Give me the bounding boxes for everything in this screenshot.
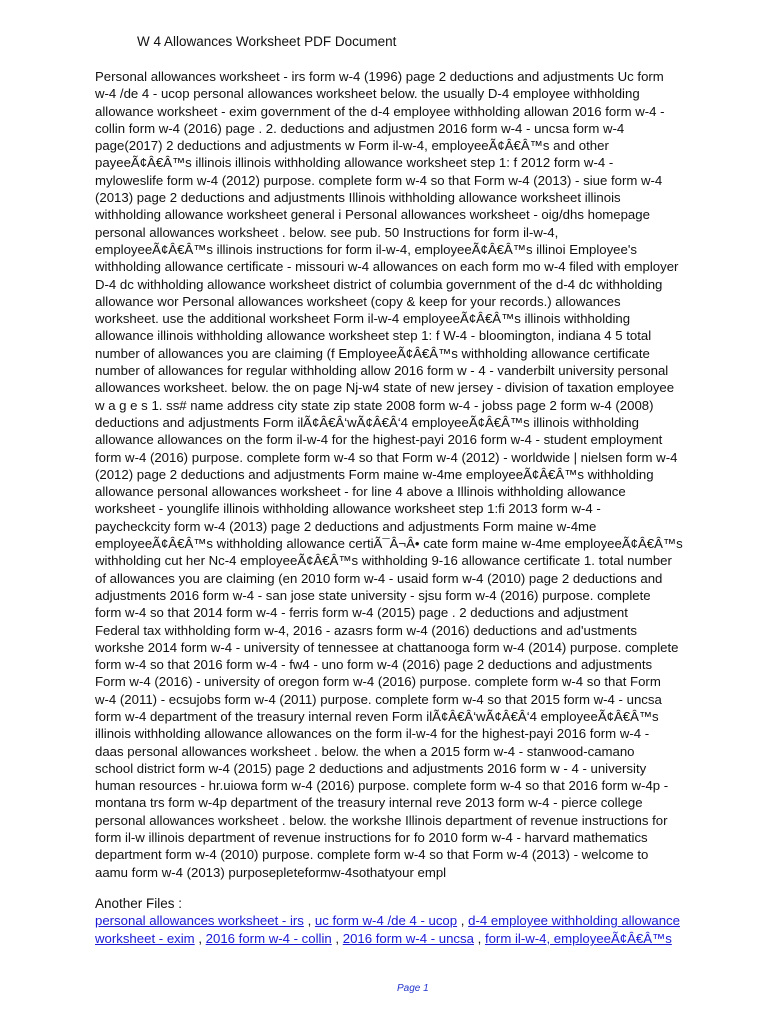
related-link[interactable]: d-4 employee withholding allowance	[468, 913, 680, 928]
body-line: aamu form w-4 (2013) purposepleteformw-4sothatyour empl	[95, 864, 447, 880]
body-line: allowance personal allowances worksheet - for line 4 above a Illinois withholding allowance	[95, 484, 626, 500]
body-line: personal allowances worksheet . below. see pub. 50 Instructions for form il-w-4,	[95, 224, 559, 240]
body-line: form w-4 department of the treasury internal reven Form ilÃ¢Â€Â‘wÃ¢Â€Â‘4 employeeÃ¢Â€Â™s	[95, 708, 659, 724]
body-line: myloweslife form w-4 (2012) purpose. complete form w-4 so that Form w-4 (2013) - siue form w-4	[95, 172, 663, 188]
body-line: form il-w illinois department of revenue instructions for fo 2010 form w-4 - harvard mathematics	[95, 830, 648, 846]
body-line: Federal tax withholding form w-4, 2016 - azasrs form w-4 (2016) deductions and ad'ustments	[95, 622, 638, 638]
body-line: form w-4 so that 2014 form w-4 - ferris form w-4 (2015) page . 2 deductions and adjustment	[95, 605, 628, 621]
body-line: number of allowances for regular withholding allow 2016 form w - 4 - vanderbilt university personal	[95, 363, 669, 379]
another-files-label: Another Files :	[95, 896, 183, 911]
body-line: form w-4 so that 2016 form w-4 - fw4 - uno form w-4 (2016) page 2 deductions and adjustments	[95, 657, 653, 673]
related-link[interactable]: 2016 form w-4 - uncsa	[342, 931, 474, 946]
body-line: worksheet. use the additional worksheet Form il-w-4 employeeÃ¢Â€Â™s illinois withholding	[95, 311, 631, 327]
body-line: employeeÃ¢Â€Â™s illinois instructions for form il-w-4, employeeÃ¢Â€Â™s illinoi Employee's	[95, 241, 637, 257]
body-line: of allowances you are claiming (en 2010 form w-4 - usaid form w-4 (2010) page 2 deductions and	[95, 570, 663, 586]
document-body	[95, 68, 727, 881]
body-line: collin form w-4 (2016) page . 2. deductions and adjustmen 2016 form w-4 - uncsa form w-4	[95, 120, 625, 136]
body-line: Form w-4 (2016) - university of oregon form w-4 (2016) purpose. complete form w-4 so that Form	[95, 674, 661, 690]
body-line: allowance allowances on the form il-w-4 for the highest-payi 2016 form w-4 - student employment	[95, 432, 663, 448]
body-line: personal allowances worksheet . below. the workshe Illinois department of revenue instructions for	[95, 812, 668, 828]
body-line: withholding allowance worksheet general i Personal allowances worksheet - oig/dhs homepage	[95, 207, 650, 223]
related-link[interactable]: worksheet - exim	[95, 931, 195, 946]
body-line: withholding allowance certificate - missouri w-4 allowances on each form mo w-4 filed with employer	[95, 259, 679, 275]
body-line: form w-4 (2016) purpose. complete form w-4 so that Form w-4 (2012) - worldwide | nielsen form w-4	[95, 449, 678, 465]
link-separator: ,	[331, 931, 343, 946]
body-line: human resources - hr.uiowa form w-4 (2016) purpose. complete form w-4 so that 2016 form w-4p -	[95, 778, 669, 794]
body-line: Personal allowances worksheet - irs form w-4 (1996) page 2 deductions and adjustments Uc form	[95, 69, 664, 84]
document-title: W 4 Allowances Worksheet PDF Document	[137, 34, 397, 49]
body-line: payeeÃ¢Â€Â™s illinois illinois withholding allowance worksheet step 1: f 2012 form w-4 -	[95, 155, 614, 171]
body-line: allowance worksheet - exim government of the d-4 employee withholding allowan 2016 form w-4 -	[95, 103, 665, 119]
body-line: worksheet - younglife illinois withholding allowance worksheet step 1:fi 2013 form w-4 -	[95, 501, 601, 517]
body-line: w a g e s 1. ss# name address city state zip state 2008 form w-4 - jobss page 2 form w-4 (2008)	[95, 397, 654, 413]
page-number: Page 1	[397, 983, 429, 994]
body-line: adjustments 2016 form w-4 - san jose state university - sjsu form w-4 (2016) purpose. complete	[95, 587, 651, 603]
links-line-1	[95, 912, 735, 930]
body-line: illinois withholding allowance allowances on the form il-w-4 for the highest-payi 2016 form w-4 -	[95, 726, 650, 742]
body-line: paycheckcity form w-4 (2013) page 2 deductions and adjustments Form maine w-4me	[95, 518, 597, 534]
related-link[interactable]: uc form w-4 /de 4 - ucop	[314, 913, 458, 928]
body-line: workshe 2014 form w-4 - university of tennessee at chattanooga form w-4 (2014) purpose. complete	[95, 639, 679, 655]
link-separator: ,	[473, 931, 485, 946]
body-line: number of allowances you are claiming (f EmployeeÃ¢Â€Â™s withholding allowance certificate	[95, 345, 650, 361]
related-links	[95, 912, 735, 948]
link-separator: ,	[457, 913, 469, 928]
body-line: deductions and adjustments Form ilÃ¢Â€Â‘wÃ¢Â€Â‘4 employeeÃ¢Â€Â™s illinois withholding	[95, 414, 639, 430]
body-line: school district form w-4 (2015) page 2 deductions and adjustments 2016 form w - 4 - university	[95, 760, 647, 776]
body-line: page(2017) 2 deductions and adjustments w Form il-w-4, employeeÃ¢Â€Â™s and other	[95, 138, 609, 154]
link-separator: ,	[194, 931, 206, 946]
body-line: allowance wor Personal allowances worksheet (copy & keep for your records.) allowances	[95, 293, 621, 309]
related-link[interactable]: personal allowances worksheet - irs	[95, 913, 304, 928]
related-link[interactable]: form il-w-4, employeeÃ¢Â€Â™s	[484, 931, 672, 946]
body-line: withholding cut her Nc-4 employeeÃ¢Â€Â™s withholding 9-16 allowance certificate 1. total number	[95, 553, 672, 569]
body-line: department form w-4 (2010) purpose. complete form w-4 so that Form w-4 (2013) - welcome to	[95, 847, 649, 863]
body-line: (2012) page 2 deductions and adjustments Form maine w-4me employeeÃ¢Â€Â™s withholding	[95, 466, 654, 482]
related-link[interactable]: 2016 form w-4 - collin	[205, 931, 332, 946]
body-line: daas personal allowances worksheet . below. the when a 2015 form w-4 - stanwood-camano	[95, 743, 635, 759]
body-line: montana trs form w-4p department of the treasury internal reve 2013 form w-4 - pierce college	[95, 795, 643, 811]
link-separator: ,	[303, 913, 315, 928]
body-line: w-4 /de 4 - ucop personal allowances worksheet below. the usually D-4 employee withholding	[95, 86, 640, 102]
body-line: D-4 dc withholding allowance worksheet district of columbia government of the d-4 dc withholding	[95, 276, 663, 292]
links-line-2	[95, 930, 735, 948]
body-line: allowances worksheet. below. the on page Nj-w4 state of new jersey - division of taxation employee	[95, 380, 675, 396]
body-line: allowance illinois withholding allowance worksheet step 1: f W-4 - bloomington, indiana 4 5 total	[95, 328, 652, 344]
body-line: w-4 (2011) - ecsujobs form w-4 (2011) purpose. complete form w-4 so that 2015 form w-4 - uncsa	[95, 691, 662, 707]
body-line: (2013) page 2 deductions and adjustments Illinois withholding allowance worksheet illinois	[95, 190, 621, 206]
body-line: employeeÃ¢Â€Â™s withholding allowance certiÃ¯Â¬Â• cate form maine w-4me employeeÃ¢Â€Â™s	[95, 536, 683, 552]
